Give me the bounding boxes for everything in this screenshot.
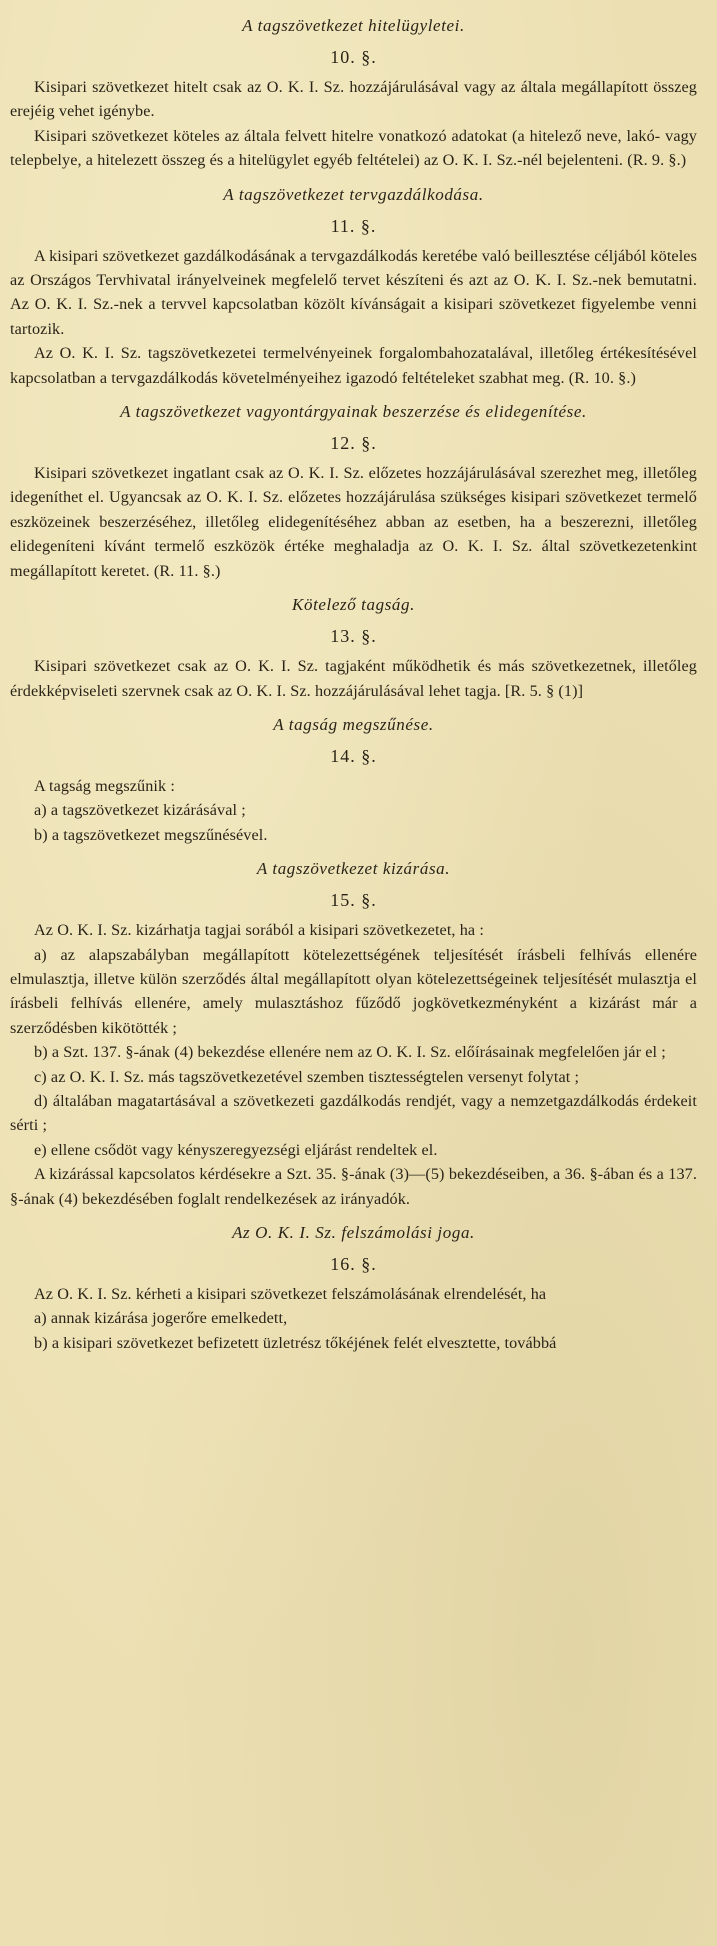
section-heading-16: Az O. K. I. Sz. felszámolási joga.: [232, 1223, 475, 1242]
paragraph: Az O. K. I. Sz. kérheti a kisipari szövetkezet felszámolásának elrendelését, ha: [34, 1285, 547, 1303]
paragraph: Az O. K. I. Sz. tagszövetkezetei termelvényeinek forgalombahozatalával, illetőleg értékesítésével kapcsolatban a tervgazdálkodás követelményeihez igazodó feltételeket szabhat meg. (R. 10. §.): [10, 344, 697, 387]
list-item: b) a tagszövetkezet megszűnésével.: [34, 825, 268, 844]
paragraph: A kisipari szövetkezet gazdálkodásának a tervgazdálkodás keretébe való beillesztése céljából köteles az Országos Tervhivatal irányelveinek megfelelő tervet készíteni és azt az O. K. I. Sz.-nek bemutatni. Az O. K. I. Sz.-nek a tervvel kapcsolatban közölt kívánságait a kisipari szövetkezet figyelembe venni tartozik.: [10, 246, 697, 338]
section-heading-14: A tagság megszűnése.: [273, 714, 434, 734]
section-heading-11: A tagszövetkezet tervgazdálkodása.: [223, 184, 484, 204]
list-item: a) az alapszabályban megállapított kötelezettségének teljesítését írásbeli felhívás ellenére elmulasztja, illetve külön szerződés által megállapított olyan kötelezettségeinek teljesítését mulasztja el írásbeli felhívás ellenére, amely mulasztáshoz fűződő jogkövetkezményként a kizárást már a szerződésben kikötötték ;: [10, 945, 697, 1037]
paragraph: Kisipari szövetkezet köteles az általa felvett hitelre vonatkozó adatokat (a hitelező neve, lakó- vagy telepbelye, a hitelezett összeg és a hitelügylet egyéb feltételei) az O. K. I. Sz.-nél bejelenteni. (R. 9. §.): [10, 126, 697, 170]
section-heading-15: A tagszövetkezet kizárása.: [256, 859, 451, 879]
list-item: c) az O. K. I. Sz. más tagszövetkezetével szemben tisztességtelen versenyt folytat ;: [34, 1067, 580, 1086]
section-number-16: 16. §.: [330, 1254, 377, 1274]
section-heading-10: A tagszövetkezet hitelügyletei.: [242, 16, 465, 35]
section-number-11: 11. §.: [330, 215, 377, 236]
list-item: b) a kisipari szövetkezet befizetett üzletrész tőkéjének felét elvesztette, továbbá: [34, 1333, 557, 1352]
paragraph: A kizárással kapcsolatos kérdésekre a Szt. 35. §-ának (3)—(5) bekezdéseiben, a 36. §-ában és a 137. §-ának (4) bekezdésében foglalt rendelkezések az irányadók.: [10, 1165, 697, 1208]
section-number-12: 12. §.: [330, 433, 377, 454]
section-number-10: 10. §.: [330, 47, 377, 67]
list-item: a) a tagszövetkezet kizárásával ;: [34, 801, 246, 820]
paragraph: Kisipari szövetkezet ingatlant csak az O. K. I. Sz. előzetes hozzájárulásával szerezhet meg, illetőleg idegeníthet el. Ugyancsak az O. K. I. Sz. előzetes hozzájárulása szükséges kisipari szövetkezet termelő eszközeinek beszerzéséhez, illetőleg elidegenítéséhez abban az esetben, ha a beszerezni, illetőleg elidegeníteni kívánt termelő eszközök értéke meghaladja az O. K. I. Sz. által szövetkezetenkint megállapított keretet. (R. 11. §.): [10, 464, 697, 580]
paragraph: Kisipari szövetkezet hitelt csak az O. K. I. Sz. hozzájárulásával vagy az általa megállapított összeg erejéig vehet igénybe.: [10, 78, 697, 121]
list-item: e) ellene csődöt vagy kényszeregyezségi eljárást rendeltek el.: [34, 1140, 438, 1159]
list-item: b) a Szt. 137. §-ának (4) bekezdése ellenére nem az O. K. I. Sz. előírásainak megfelelően jár el ;: [34, 1043, 666, 1062]
section-number-15: 15. §.: [330, 890, 377, 911]
section-heading-13: Kötelező tagság.: [292, 595, 415, 615]
paragraph: Kisipari szövetkezet csak az O. K. I. Sz. tagjaként működhetik és más szövetkezetnek, illetőleg érdekképviseleti szervnek csak az O. K. I. Sz. hozzájárulásával lehet tagja. [R. 5. § (1)]: [10, 657, 697, 700]
list-item: a) annak kizárása jogerőre emelkedett,: [34, 1309, 288, 1328]
list-item: d) általában magatartásával a szövetkezeti gazdálkodás rendjét, vagy a nemzetgazdálkodás érdekeit sérti ;: [10, 1091, 697, 1135]
section-number-14: 14. §.: [330, 745, 377, 766]
paragraph: A tagság megszűnik :: [34, 776, 175, 795]
section-number-13: 13. §.: [330, 626, 377, 647]
section-heading-12: A tagszövetkezet vagyontárgyainak beszerzése és elidegenítése.: [120, 402, 587, 422]
paragraph: Az O. K. I. Sz. kizárhatja tagjai sorából a kisipari szövetkezetet, ha :: [34, 921, 484, 940]
